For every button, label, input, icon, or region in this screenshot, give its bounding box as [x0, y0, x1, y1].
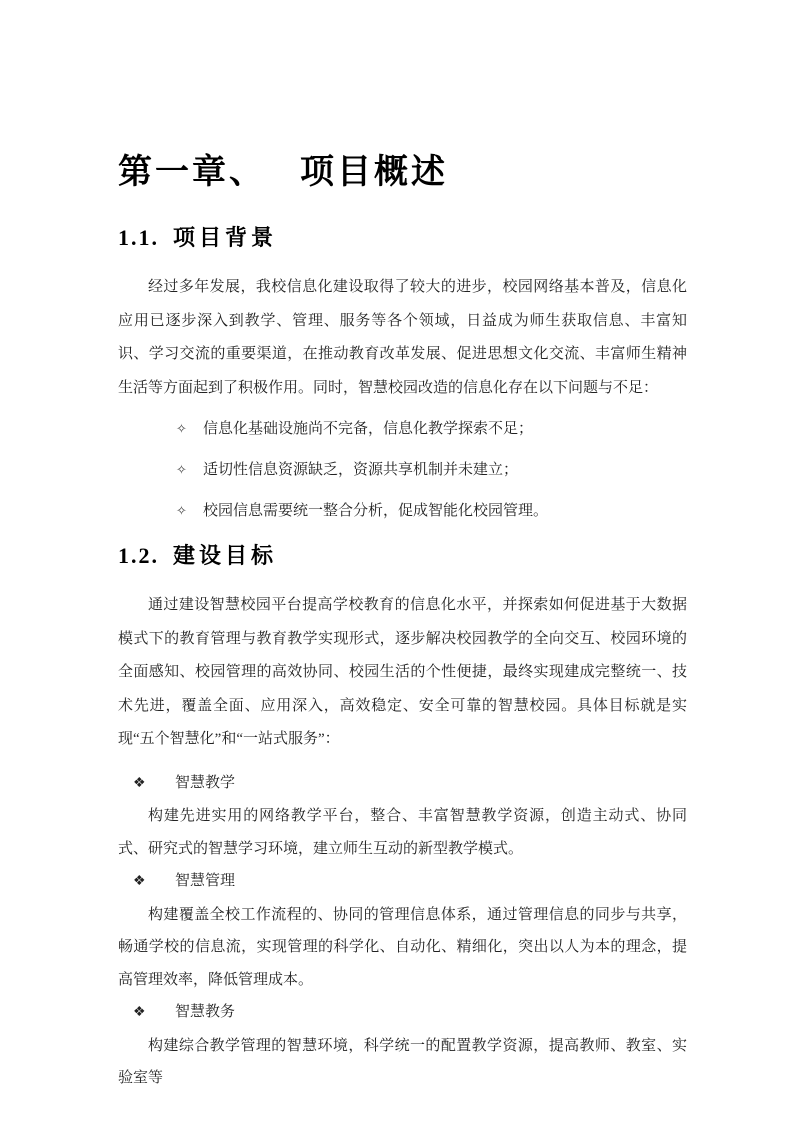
star-bullet-icon: ✧ — [176, 503, 187, 518]
goal-label-smart-management — [118, 865, 687, 899]
section-1-2-number: 1.2. — [118, 543, 159, 568]
star-bullet-icon: ✧ — [176, 421, 187, 436]
chapter-title-text: 项目概述 — [300, 153, 448, 191]
problem-list-item — [118, 453, 687, 487]
diamond-bullet-icon: ❖ — [133, 775, 146, 791]
goals-paragraph: 通过建设智慧校园平台提高学校教育的信息化水平，并探索如何促进基于大数据模式下的教育管理与教育教学实现形式，逐步解决校园教学的全向交互、校园环境的全面感知、校园管理的高效协同、校园生活的个性便捷，最终实现建成完整统一、技术先进，覆盖全面、应用深入，高效稳定、安全可靠的智慧校园。具体目标就是实现“五个智慧化”和“一站式服务”： — [118, 597, 687, 747]
chapter-title — [118, 150, 687, 194]
section-1-2-title: 建设目标 — [173, 543, 278, 568]
section-1-1-heading — [118, 224, 687, 252]
diamond-bullet-icon: ❖ — [133, 874, 146, 889]
problem-item-text: 适切性信息资源缺乏，资源共享机制并未建立； — [203, 462, 519, 478]
goal-body-smart-management: 构建覆盖全校工作流程的、协同的管理信息体系，通过管理信息的同步与共享，畅通学校的信息流，实现管理的科学化、自动化、精细化，突出以人为本的理念，提高管理效率，降低管理成本。 — [118, 906, 687, 988]
goal-list — [118, 767, 687, 1095]
problem-item-text: 信息化基础设施尚不完备，信息化教学探索不足； — [203, 421, 534, 437]
section-1-1-title: 项目背景 — [173, 225, 278, 250]
goal-label-smart-academic — [118, 996, 687, 1030]
goal-label-text: 智慧教务 — [175, 1004, 236, 1020]
goal-label-text: 智慧管理 — [175, 873, 236, 889]
section-1-1-number: 1.1. — [118, 225, 159, 250]
goal-body-smart-teaching: 构建先进实用的网络教学平台，整合、丰富智慧教学资源，创造主动式、协同式、研究式的智慧学习环境，建立师生互动的新型教学模式。 — [118, 808, 687, 857]
problem-list-item — [118, 494, 687, 528]
goal-label-smart-teaching — [118, 767, 687, 801]
problem-list-item — [118, 412, 687, 446]
background-paragraph: 经过多年发展，我校信息化建设取得了较大的进步，校园网络基本普及，信息化应用已逐步深入到教学、管理、服务等各个领域，日益成为师生获取信息、丰富知识、学习交流的重要渠道，在推动教育改革发展、促进思想文化交流、丰富师生精神生活等方面起到了积极作用。同时，智慧校园改造的信息化存在以下问题与不足： — [118, 279, 687, 396]
chapter-number: 第一章、 — [118, 153, 266, 191]
star-bullet-icon: ✧ — [176, 462, 187, 477]
diamond-bullet-icon: ❖ — [133, 1005, 146, 1020]
problem-list — [118, 412, 687, 528]
goal-body-smart-academic: 构建综合教学管理的智慧环境，科学统一的配置教学资源，提高教师、教室、实验室等 — [118, 1037, 687, 1086]
section-1-2-heading — [118, 542, 687, 570]
goal-label-text: 智慧教学 — [175, 774, 236, 791]
problem-item-text: 校园信息需要统一整合分析，促成智能化校园管理。 — [203, 503, 549, 519]
